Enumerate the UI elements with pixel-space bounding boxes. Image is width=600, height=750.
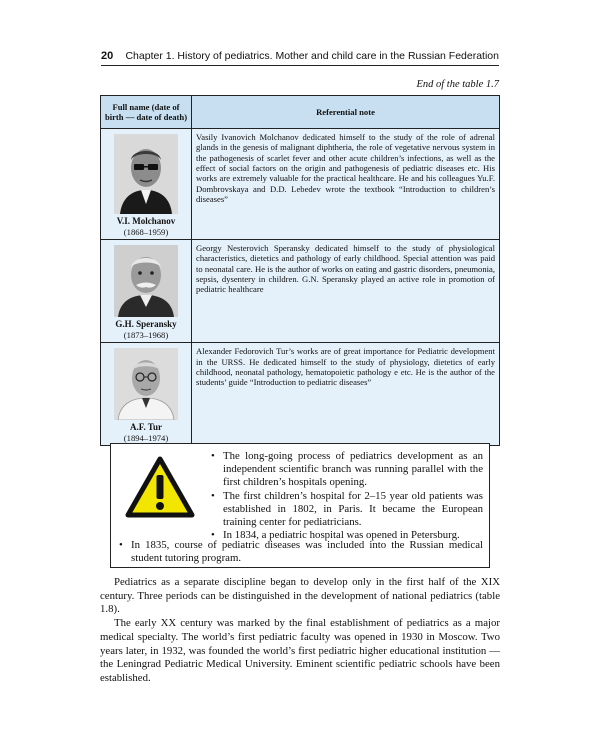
referential-note: Vasily Ivanovich Molchanov dedicated himself to the study of the role of adrenal glands in the genesis of malignant diphtheria, the role of vegetative nervous system in the pathogenesis of scarlet fever and other acute children’s infections, as well as the effect of social factors on the origin and pathogenesis of pediatric diseases etc. His works are extremely valuable for the practical healthcare. He and his colleagues Yu.F. Dombrovskaya and D.D. Lebedev wrote the textbook “Introduction to children’s diseases” (192, 129, 500, 240)
warning-triangle-icon (125, 456, 195, 518)
column-header-note: Referential note (192, 96, 500, 129)
referential-note: Alexander Fedorovich Tur’s works are of great importance for Pediatric development in the URSS. He dedicated himself to the study of physiology, dietetics of early childhood, neonatal pathology, hematopoietic pathology e etc. He is the author of the students’ guide “Introduction to pediatric diseases” (192, 343, 500, 446)
notice-bullet: • The long-going process of pediatrics development as an independent scientific branch was running parallel with the first children’s hospitals opening. (211, 450, 483, 490)
person-cell (101, 129, 192, 240)
table-caption: End of the table 1.7 (416, 79, 499, 90)
person-cell (101, 343, 192, 446)
notice-box (110, 443, 490, 568)
person-name: G.H. Speransky (115, 319, 177, 330)
person-dates: (1873–1968) (123, 329, 169, 340)
notice-bullet: • In 1834, a pediatric hospital was opened in Petersburg. (211, 529, 483, 542)
body-text (100, 576, 500, 686)
notice-list (119, 539, 483, 565)
portrait-photo (114, 348, 178, 420)
table-row (101, 240, 500, 343)
paragraph: The early XX century was marked by the final establishment of pediatrics as a major medical specialty. The world’s first pediatric faculty was opened in 1930 in Moscow. Two years later, in 1932, was founded the world’s first pediatric higher educational institution — the Leningrad Pediatric Medical University. Eminent scientific pediatric schools have been established. (100, 617, 500, 684)
column-header-person: Full name (date of birth — date of death) (101, 96, 192, 129)
person-dates: (1868–1959) (123, 226, 169, 237)
portrait-photo (114, 134, 178, 214)
person-name: A.F. Tur (130, 422, 162, 433)
person-cell (101, 240, 192, 343)
running-header (101, 50, 499, 66)
table-row (101, 343, 500, 446)
table-row (101, 129, 500, 240)
person-name: V.I. Molchanov (116, 216, 176, 226)
paragraph: Pediatrics as a separate discipline began to develop only in the first half of the XIX century. Three periods can be distinguished in the development of national pediatrics (table 1.8). (100, 576, 500, 616)
notice-bullet: • In 1835, course of pediatric diseases was included into the Russian medical student tutoring program. (119, 539, 483, 565)
portrait-photo (114, 245, 178, 317)
running-title: Chapter 1. History of pediatrics. Mother and child care in the Russian Federation (125, 50, 499, 62)
person-dates: (1894–1974) (123, 433, 169, 444)
notice-bullet: • The first children’s hospital for 2–15 year old patients was established in 1802, in Paris. It became the European training center for pediatricians. (211, 490, 483, 530)
referential-note: Georgy Nesterovich Speransky dedicated himself to the study of physiological characteristics, dietetics and pathology of early childhood. Special attention was paid to neonatal care. He is the author of works on eating and gastric disorders, pneumonia, sepsis, dysentery in children. G.N. Speransky played an active role in promotion of pediatric healthcare (192, 240, 500, 343)
page-number: 20 (101, 50, 114, 62)
biography-table (100, 95, 500, 446)
notice-list (211, 450, 483, 542)
